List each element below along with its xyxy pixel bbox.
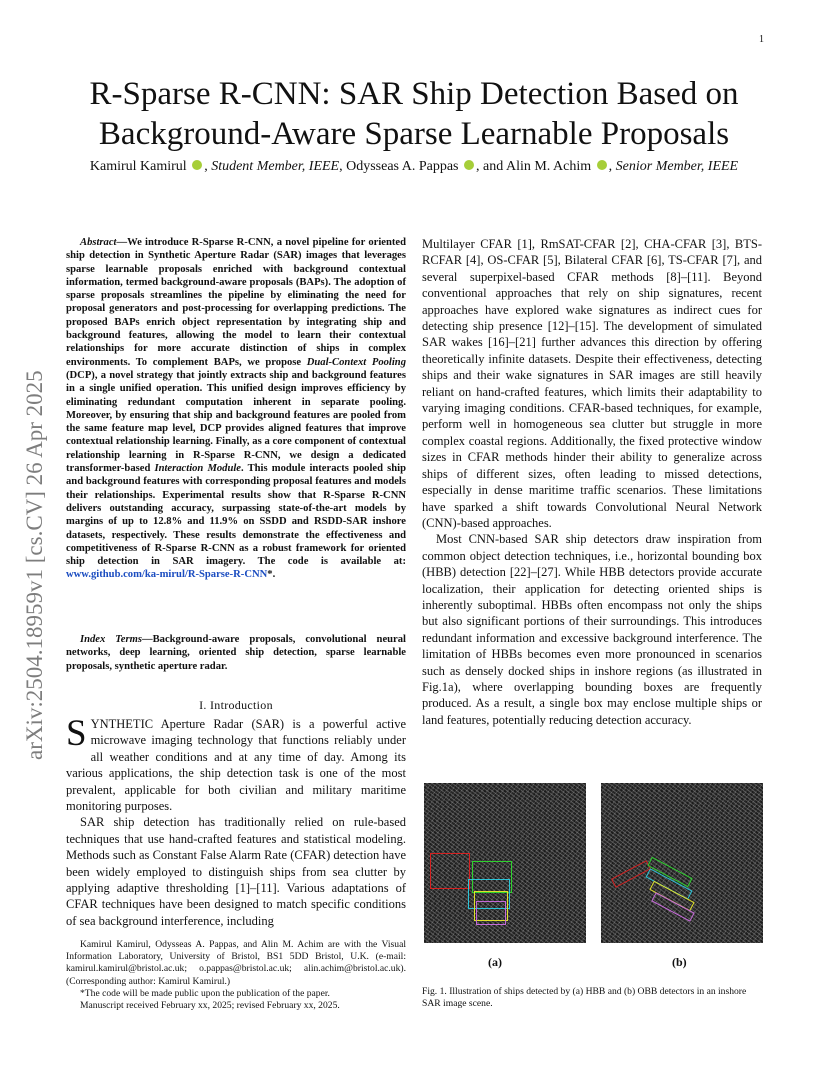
orcid-icon[interactable]: [597, 160, 607, 170]
drop-cap: S: [66, 713, 87, 754]
footnote-manuscript: Manuscript received February xx, 2025; revised February xx, 2025.: [80, 1000, 340, 1012]
index-terms-text: —Background-aware proposals, convolutional neural networks, deep learning, oriented ship detection, sparse learnable proposals, synthetic aperture radar.: [66, 634, 406, 672]
title-line-2: Background-Aware Sparse Learnable Proposals: [98, 116, 730, 152]
section-heading: I. Introduction: [199, 698, 273, 712]
orcid-icon[interactable]: [192, 160, 202, 170]
paper-title: [0, 74, 828, 154]
title-line-1: R-Sparse R-CNN: SAR Ship Detection Based on: [89, 76, 739, 112]
author-3-role: Senior Member, IEEE: [615, 159, 739, 174]
arxiv-stamp: arXiv:2504.18959v1 [cs.CV] 26 Apr 2025: [22, 370, 47, 760]
abstract-dcp: Dual-Context Pooling: [306, 356, 406, 368]
right-paragraph-2: Most CNN-based SAR ship detectors draw inspiration from common object detection techniques, i.e., horizontal bounding box (HBB) detection [22]–[27]. While HBB detectors provide accurate localization, their application for detecting oriented ships is inherently suboptimal. HBBs often encompass not only the ships but also significant portions of their surroundings. This introduces redundant information and excessive background interference. The limitation of HBBs becomes even more pronounced in scenarios such as densely docked ships in inshore regions (as illustrated in Fig.1a), where overlapping bounding boxes are frequently produced. As a result, a single box may enclose multiple ships or land features, potentially reducing detection accuracy.: [422, 532, 762, 727]
right-column-text: [422, 236, 762, 728]
abstract-text-4: *.: [267, 569, 276, 581]
page-number: 1: [759, 34, 764, 45]
code-link[interactable]: www.github.com/ka-mirul/R-Sparse-R-CNN: [66, 569, 268, 581]
subfigure-label-a: (a): [488, 955, 502, 969]
intro-paragraph-2: SAR ship detection has traditionally relied on rule-based techniques that use hand-crafted features and statistical modeling. Methods such as Constant False Alarm Rate (CFAR) detection have been widely employed to distinguish ships from sea clutter by applying adaptive thresholding [1]–[11]. Various adaptations of CFAR techniques have been designed to match specific conditions of sea background interference, including: [66, 815, 406, 928]
index-terms-label: Index Terms: [80, 634, 142, 645]
obb-box-red: [611, 860, 651, 888]
right-paragraph-1: Multilayer CFAR [1], RmSAT-CFAR [2], CHA-CFAR [3], BTS-RCFAR [4], OS-CFAR [5], Bilateral CFAR [6], TS-CFAR [7], and several superpixel-based CFAR methods [8]–[11]. Beyond conventional approaches that rely on ship signatures, recent approaches have explored wake signatures as indirect cues for detecting ship presence [12]–[15]. The development of simulated SAR wakes [16]–[21] further advances this direction by offering theoretically infinite datasets. Despite their effectiveness, detecting ships and their wake signatures in SAR images are still heavily reliant on hand-crafted features, which limits their adaptability to varying imaging conditions. CFAR-based techniques, for example, perform well in homogeneous sea clutter but struggle in more complex coastal regions. Additionally, the fixed protective window sizes in CFAR methods hinder their ability to generalize across ships of different sizes, often leading to missed detections, especially in dense maritime traffic scenarios. These limitations have sparked a shift towards Convolutional Neural Network (CNN)-based approaches.: [422, 237, 762, 530]
author-1-role: Student Member, IEEE: [211, 159, 340, 174]
author-3: and Alin M. Achim: [483, 159, 592, 174]
abstract-module: Interaction Module: [154, 463, 242, 475]
sar-image-obb: [601, 783, 763, 943]
intro-text: [66, 713, 406, 929]
abstract: [66, 236, 406, 582]
figure-1: [422, 783, 762, 943]
intro-p1-text: YNTHETIC Aperture Radar (SAR) is a powerful active microwave imaging technology that functions reliably under all weather conditions and at any time of day. Among its various applications, the ship detection task is one of the most prevalent, applicable for both civilian and military maritime monitoring purposes.: [66, 717, 406, 814]
sar-image-hbb: [424, 783, 586, 943]
hbb-box-red: [430, 853, 470, 889]
abstract-text-1: —We introduce R-Sparse R-CNN, a novel pipeline for oriented ship detection in Synthetic Aperture Radar (SAR) images that leverages sparse learnable proposals enriched with background contextual information, termed background-aware proposals (BAPs). The adoption of sparse proposals streamlines the pipeline by eliminating the need for proposal generators and post-processing for overlapping predictions. The proposed BAPs enrich object representation by integrating ship and background features, allowing the model to learn their contextual relationships for more accurate distinction of ships in complex environments. To complement BAPs, we propose: [66, 237, 406, 368]
subfigure-label-b: (b): [672, 955, 687, 969]
figure-caption: Fig. 1. Illustration of ships detected by (a) HBB and (b) OBB detectors in an inshore SAR image scene.: [422, 986, 747, 1010]
author-1: Kamirul Kamirul: [89, 159, 187, 174]
abstract-text-2: (DCP), a novel strategy that jointly extracts ship and background features in a single unified operation. This unified design improves efficiency by eliminating redundant computation inherent in separate pooling. Moreover, by ensuring that ship and background features are pooled from the same feature map level, DCP provides aligned features that improve contextual relationship learning. Finally, as a core component of contextual relationship learning in R-Sparse R-CNN, we design a dedicated transformer-based: [66, 369, 406, 475]
author-2: Odysseas A. Pappas: [346, 159, 459, 174]
hbb-box-violet: [476, 901, 506, 925]
index-terms: [66, 633, 406, 673]
footnote-affiliation: Kamirul Kamirul, Odysseas A. Pappas, and Alin M. Achim are with the Visual Information Laboratory, University of Bristol, BS1 5DD Bristol, U.K. (e-mail: kamirul.kamirul@bristol.ac.uk; o.pappas@bristol.ac.uk; alin.achim@bristol.ac.uk). (Corresponding author: Kamirul Kamirul.): [66, 939, 406, 987]
footnote: [66, 939, 406, 1012]
footnote-code: *The code will be made public upon the publication of the paper.: [80, 987, 330, 999]
intro-paragraph-1: [66, 713, 406, 814]
abstract-label: Abstract: [80, 237, 117, 248]
author-list: Kamirul Kamirul , Student Member, IEEE, Odysseas A. Pappas , and Alin M. Achim , Senior Member, IEEE: [89, 159, 739, 174]
orcid-icon[interactable]: [464, 160, 474, 170]
abstract-text-3: . This module interacts pooled ship and background features with corresponding proposal features and models their relationships. Experimental results show that R-Sparse R-CNN delivers outstanding accuracy, surpassing state-of-the-art models by margins of up to 12.8% and 11.9% on SSDD and RSDD-SAR inshore datasets, respectively. These results demonstrate the effectiveness and competitiveness of R-Sparse R-CNN as a robust framework for oriented ship detection in SAR imagery. The code is available at:: [66, 463, 406, 568]
